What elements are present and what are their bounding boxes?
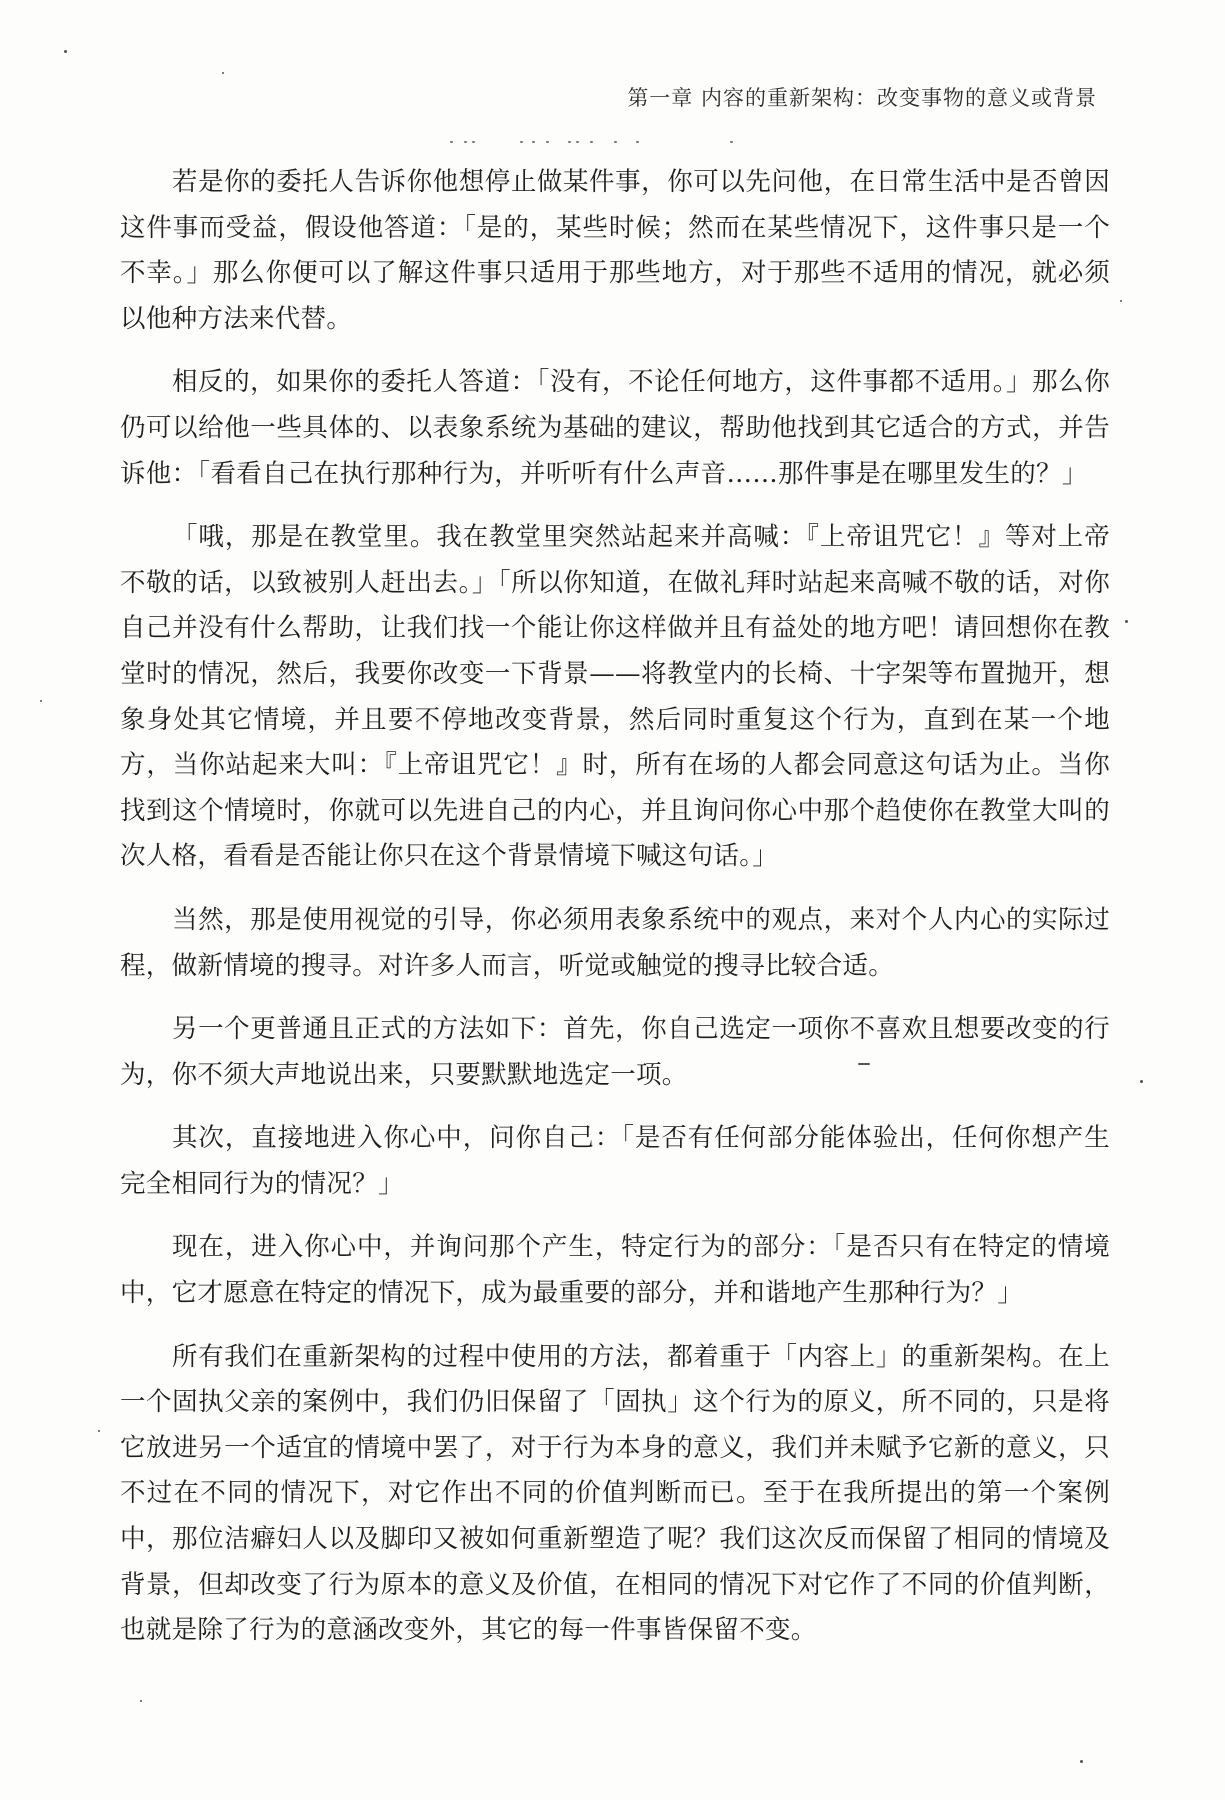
running-header: 第一章 内容的重新架构：改变事物的意义或背景 <box>627 86 1097 110</box>
scan-speck <box>140 1700 142 1702</box>
paragraph-6: 其次，直接地进入你心中，问你自己：「是否有任何部分能体验出，任何你想产生完全相同行为的情况？」 <box>120 1123 1110 1199</box>
paragraph-4: 当然，那是使用视觉的引导，你必须用表象系统中的观点，来对个人内心的实际过程，做新情境的搜寻。对许多人而言，听觉或触觉的搜寻比较合适。 <box>120 904 1110 981</box>
scan-speck <box>64 50 67 53</box>
scan-speck <box>858 1063 870 1065</box>
paragraph-2: 相反的，如果你的委托人答道：「没有，不论任何地方，这件事都不适用。」那么你仍可以给他一些具体的、以表象系统为基础的建议，帮助他找到其它适合的方式，并告诉他：「看看自己在执行那种行为，并听听有什么声音……那件事是在哪里发生的？」 <box>120 367 1110 489</box>
scan-speck <box>1120 300 1122 302</box>
scan-speck <box>1080 1760 1083 1763</box>
scan-speck <box>40 700 42 702</box>
paragraph-7: 现在，进入你心中，并询问那个产生，特定行为的部分：「是否只有在特定的情境中，它才愿意在特定的情况下，成为最重要的部分，并和谐地产生那种行为？」 <box>120 1232 1110 1309</box>
paragraph-5: 另一个更普通且正式的方法如下：首先，你自己选定一项你不喜欢且想要改变的行为，你不须大声地说出来，只要默默地选定一项。 <box>120 1014 1110 1090</box>
body-text <box>120 160 1110 1672</box>
paragraph-3: 「哦，那是在教堂里。我在教堂里突然站起来并高喊：『上帝诅咒它！』等对上帝不敬的话，以致被别人赶出去。」「所以你知道，在做礼拜时站起来高喊不敬的话，对你自己并没有什么帮助，让我们找一个能让你这样做并且有益处的地方吧！请回想你在教堂时的情况，然后，我要你改变一下背景——将教堂内的长椅、十字架等布置抛开，想象身处其它情境，并且要不停地改变背景，然后同时重复这个行为，直到在某一个地方，当你站起来大叫：『上帝诅咒它！』时，所有在场的人都会同意这句话为止。当你找到这个情境时，你就可以先进自己的内心，并且询问你心中那个趋使你在教堂大叫的次人格，看看是否能让你只在这个背景情境下喊这句话。」 <box>120 522 1110 872</box>
scan-speck <box>98 1430 100 1432</box>
paragraph-1: 若是你的委托人告诉你他想停止做某件事，你可以先问他，在日常生活中是否曾因这件事而受益，假设他答道：「是的，某些时候；然而在某些情况下，这件事只是一个不幸。」那么你便可以了解这件事只适用于那些地方，对于那些不适用的情况，就必须以他种方法来代替。 <box>120 167 1110 334</box>
paragraph-8: 所有我们在重新架构的过程中使用的方法，都着重于「内容上」的重新架构。在上一个固执父亲的案例中，我们仍旧保留了「固执」这个行为的原义，所不同的，只是将它放进另一个适宜的情境中罢了，对于行为本身的意义，我们并未赋予它新的意义，只不过在不同的情况下，对它作出不同的价值判断而已。至于在我所提出的第一个案例中，那位洁癖妇人以及脚印又被如何重新塑造了呢？我们这次反而保留了相同的情境及背景，但却改变了行为原本的意义及价值，在相同的情况下对它作了不同的价值判断，也就是除了行为的意涵改变外，其它的每一件事皆保留不变。 <box>120 1341 1110 1646</box>
scan-speck <box>1140 1080 1143 1083</box>
scan-noise <box>450 138 740 148</box>
scan-speck <box>222 72 224 74</box>
scan-speck <box>1125 620 1128 623</box>
